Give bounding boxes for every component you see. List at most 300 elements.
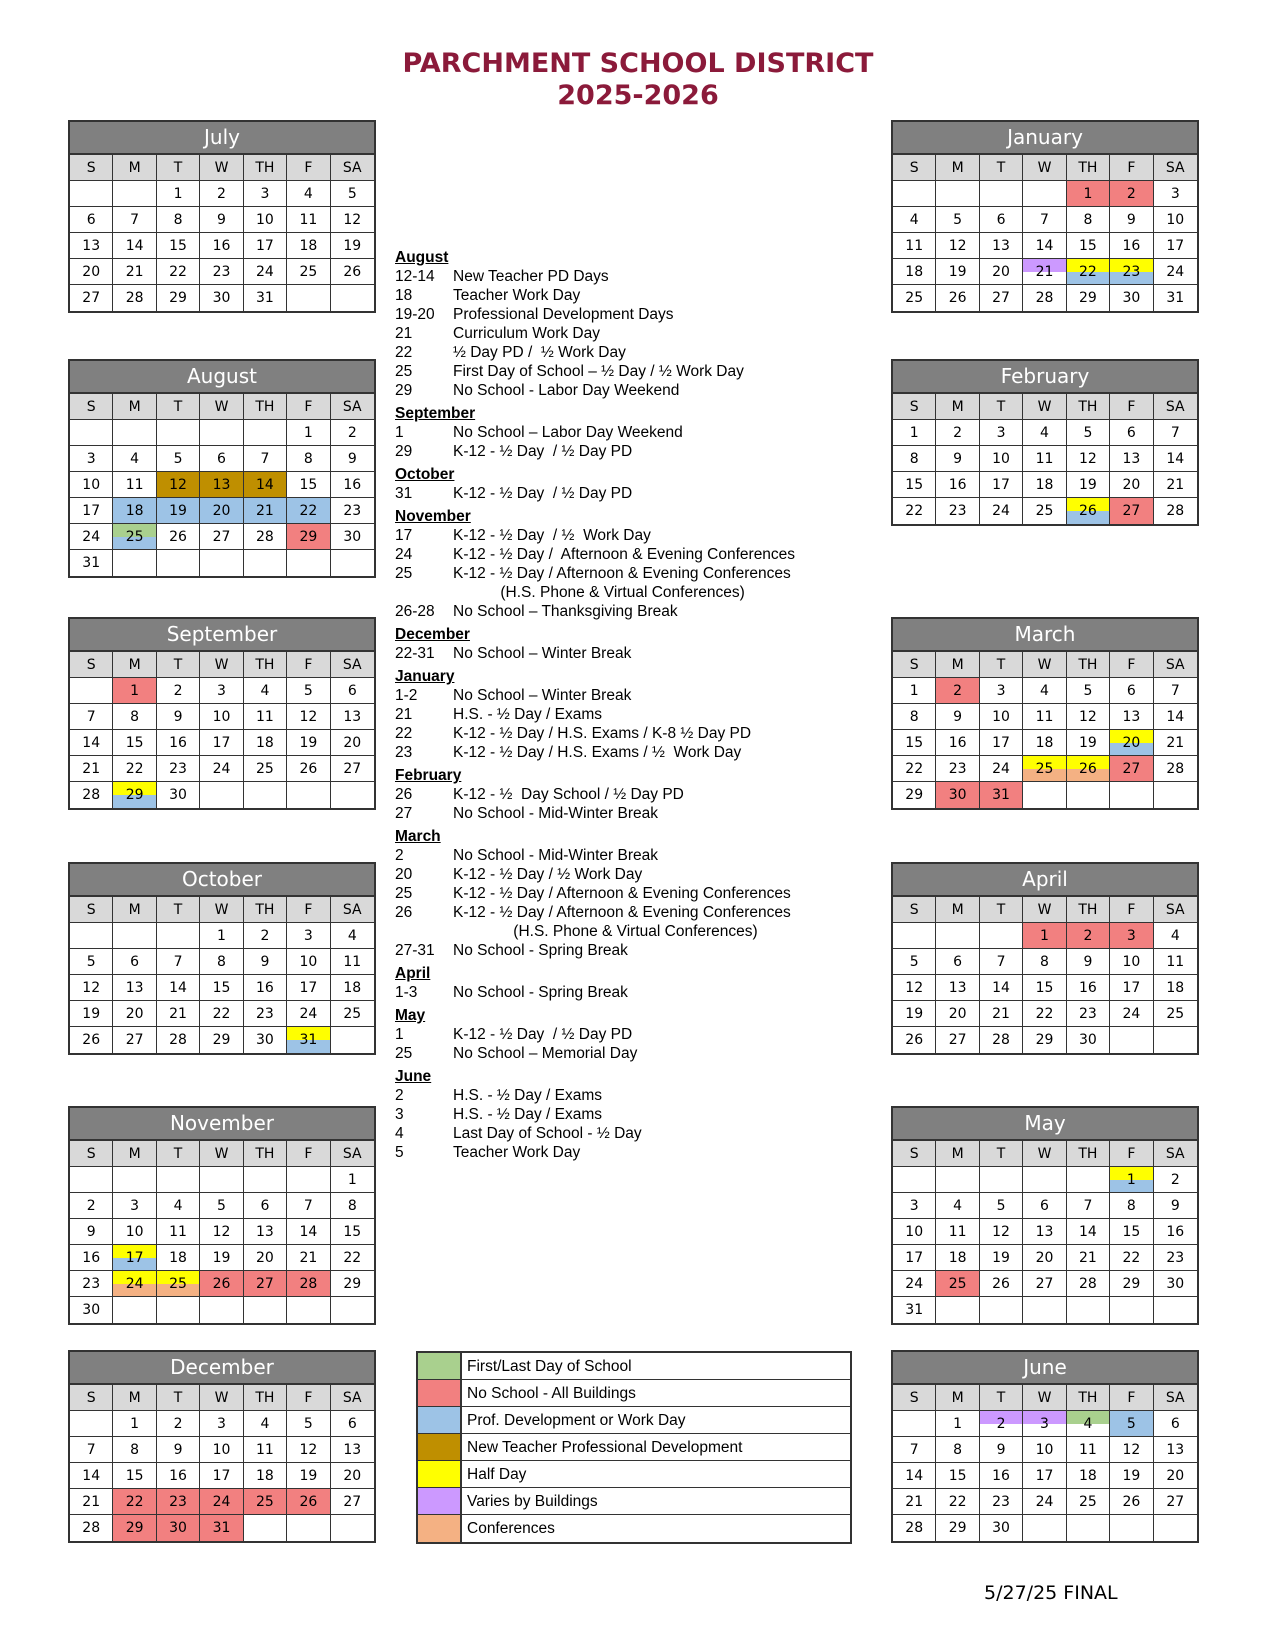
day-cell bbox=[936, 1219, 979, 1245]
day-number: 25 bbox=[1079, 1494, 1097, 1510]
event-date: 25 bbox=[395, 363, 413, 380]
day-cell bbox=[157, 285, 200, 311]
day-cell bbox=[200, 1437, 243, 1463]
event-row bbox=[395, 1143, 835, 1162]
empty-cell bbox=[1154, 1027, 1197, 1053]
event-date: 3 bbox=[395, 1106, 404, 1123]
weekday-header: W bbox=[1023, 1385, 1066, 1411]
day-cell bbox=[1023, 207, 1066, 233]
day-number: 13 bbox=[212, 477, 231, 493]
weekday-header: F bbox=[287, 155, 330, 181]
empty-cell bbox=[1023, 1515, 1066, 1541]
event-description: No School – Memorial Day bbox=[453, 1045, 638, 1062]
day-number: 22 bbox=[905, 761, 924, 777]
empty-cell bbox=[70, 923, 113, 949]
empty-cell bbox=[1067, 1515, 1110, 1541]
day-cell bbox=[1023, 1271, 1066, 1297]
day-cell bbox=[244, 472, 287, 498]
weekday-header: T bbox=[157, 1141, 200, 1167]
day-cell bbox=[331, 1245, 374, 1271]
day-cell bbox=[936, 1411, 979, 1437]
day-number: 1 bbox=[173, 186, 183, 202]
weekday-header: TH bbox=[1067, 1385, 1110, 1411]
day-cell bbox=[1023, 420, 1066, 446]
day-cell bbox=[113, 1001, 156, 1027]
empty-cell bbox=[980, 1167, 1023, 1193]
day-cell bbox=[287, 1463, 330, 1489]
weekday-header: S bbox=[893, 394, 936, 420]
event-date: 22 bbox=[395, 344, 413, 361]
day-number: 20 bbox=[948, 1006, 967, 1022]
day-number: 24 bbox=[905, 1276, 924, 1292]
day-cell bbox=[1154, 1001, 1197, 1027]
day-number: 18 bbox=[125, 503, 144, 519]
day-number: 24 bbox=[992, 503, 1010, 519]
day-cell bbox=[1110, 1167, 1153, 1193]
day-number: 13 bbox=[82, 238, 101, 254]
day-cell bbox=[70, 1027, 113, 1053]
day-number: 30 bbox=[1122, 290, 1141, 306]
day-cell bbox=[1110, 704, 1153, 730]
weekday-header: S bbox=[70, 1141, 113, 1167]
weekday-header: F bbox=[1110, 652, 1153, 678]
day-number: 17 bbox=[256, 238, 274, 254]
day-number: 6 bbox=[217, 451, 226, 467]
day-cell bbox=[1154, 730, 1197, 756]
day-cell bbox=[70, 1219, 113, 1245]
day-cell bbox=[287, 704, 330, 730]
day-number: 5 bbox=[86, 954, 96, 970]
day-number: 30 bbox=[992, 1520, 1010, 1536]
weekday-header: SA bbox=[1154, 897, 1197, 923]
month-title: October bbox=[70, 864, 374, 897]
day-cell bbox=[244, 1411, 287, 1437]
day-number: 15 bbox=[212, 980, 231, 996]
day-cell bbox=[200, 207, 243, 233]
empty-cell bbox=[1110, 782, 1153, 808]
empty-cell bbox=[1154, 1515, 1197, 1541]
day-cell bbox=[331, 949, 374, 975]
event-description: No School – Winter Break bbox=[453, 645, 632, 662]
day-cell bbox=[893, 1027, 936, 1053]
event-description: No School - Mid-Winter Break bbox=[453, 805, 659, 822]
event-row bbox=[395, 381, 835, 400]
event-description: No School – Thanksgiving Break bbox=[453, 603, 678, 620]
day-number: 13 bbox=[1122, 451, 1141, 467]
day-cell bbox=[1023, 472, 1066, 498]
day-cell bbox=[936, 949, 979, 975]
day-number: 3 bbox=[86, 451, 96, 467]
month-grid bbox=[70, 1141, 374, 1323]
legend-label: Prof. Development or Work Day bbox=[467, 1412, 686, 1429]
day-cell bbox=[113, 207, 156, 233]
day-number: 4 bbox=[130, 451, 140, 467]
day-cell bbox=[1067, 1245, 1110, 1271]
event-row bbox=[395, 884, 835, 903]
day-cell bbox=[1154, 1271, 1197, 1297]
day-number: 20 bbox=[1122, 477, 1141, 493]
empty-cell bbox=[157, 1297, 200, 1323]
day-cell bbox=[1023, 949, 1066, 975]
day-cell bbox=[893, 730, 936, 756]
empty-cell bbox=[287, 285, 330, 311]
day-cell bbox=[244, 1001, 287, 1027]
day-number: 25 bbox=[1035, 761, 1054, 777]
month-title: August bbox=[70, 361, 374, 394]
weekday-header: F bbox=[287, 1385, 330, 1411]
day-cell bbox=[1067, 1489, 1110, 1515]
day-cell bbox=[244, 1219, 287, 1245]
day-cell bbox=[936, 782, 979, 808]
day-number: 13 bbox=[125, 980, 144, 996]
day-number: 6 bbox=[953, 954, 963, 970]
empty-cell bbox=[1110, 1515, 1153, 1541]
day-number: 9 bbox=[173, 1442, 183, 1458]
day-number: 12 bbox=[299, 709, 318, 725]
day-number: 30 bbox=[169, 787, 187, 803]
day-number: 27 bbox=[948, 1032, 967, 1048]
event-description: K-12 - ½ Day / ½ Day PD bbox=[453, 485, 633, 502]
day-cell bbox=[157, 1219, 200, 1245]
day-number: 21 bbox=[1166, 477, 1185, 493]
event-date: 21 bbox=[395, 325, 413, 342]
day-cell bbox=[1154, 259, 1197, 285]
day-number: 8 bbox=[1126, 1198, 1136, 1214]
day-cell bbox=[1110, 472, 1153, 498]
event-row bbox=[395, 267, 835, 286]
day-cell bbox=[244, 498, 287, 524]
day-number: 12 bbox=[905, 980, 924, 996]
day-cell bbox=[200, 1193, 243, 1219]
event-date: 17 bbox=[395, 527, 413, 544]
weekday-header: SA bbox=[1154, 652, 1197, 678]
legend-swatch bbox=[418, 1380, 462, 1406]
day-cell bbox=[157, 1271, 200, 1297]
day-cell bbox=[980, 1027, 1023, 1053]
event-row bbox=[395, 903, 835, 922]
event-row bbox=[395, 602, 835, 621]
day-cell bbox=[1067, 704, 1110, 730]
weekday-header: W bbox=[200, 652, 243, 678]
day-number: 4 bbox=[953, 1198, 963, 1214]
day-cell bbox=[1023, 975, 1066, 1001]
day-number: 5 bbox=[953, 212, 963, 228]
day-cell bbox=[936, 1027, 979, 1053]
day-number: 15 bbox=[905, 735, 924, 751]
day-cell bbox=[244, 678, 287, 704]
weekday-header: W bbox=[1023, 897, 1066, 923]
day-cell bbox=[980, 1219, 1023, 1245]
day-cell bbox=[287, 923, 330, 949]
weekday-header: TH bbox=[244, 652, 287, 678]
day-number: 28 bbox=[169, 1032, 187, 1048]
weekday-header: T bbox=[980, 1141, 1023, 1167]
weekday-header: TH bbox=[244, 155, 287, 181]
day-cell bbox=[113, 1245, 156, 1271]
day-cell bbox=[1154, 446, 1197, 472]
day-cell bbox=[1023, 1027, 1066, 1053]
day-cell bbox=[980, 446, 1023, 472]
day-cell bbox=[936, 259, 979, 285]
event-date: 27-31 bbox=[395, 942, 435, 959]
day-cell bbox=[893, 1245, 936, 1271]
day-cell bbox=[113, 498, 156, 524]
day-number: 11 bbox=[343, 954, 362, 970]
day-cell bbox=[1110, 446, 1153, 472]
day-number: 29 bbox=[1079, 290, 1097, 306]
calendar-december bbox=[68, 1350, 376, 1543]
day-number: 9 bbox=[260, 954, 270, 970]
day-number: 10 bbox=[1035, 1442, 1054, 1458]
day-number: 10 bbox=[256, 212, 274, 228]
day-number: 29 bbox=[948, 1520, 967, 1536]
event-month-heading: December bbox=[395, 626, 470, 643]
event-description: (H.S. Phone & Virtual Conferences) bbox=[453, 584, 745, 601]
day-number: 19 bbox=[343, 238, 362, 254]
day-cell bbox=[244, 975, 287, 1001]
day-number: 7 bbox=[996, 954, 1006, 970]
day-number: 29 bbox=[299, 529, 318, 545]
day-number: 26 bbox=[212, 1276, 231, 1292]
day-cell bbox=[157, 975, 200, 1001]
day-number: 14 bbox=[82, 735, 101, 751]
weekday-header: W bbox=[200, 1141, 243, 1167]
day-number: 8 bbox=[909, 709, 919, 725]
day-number: 23 bbox=[82, 1276, 101, 1292]
day-number: 2 bbox=[1083, 928, 1093, 944]
day-cell bbox=[157, 756, 200, 782]
day-number: 23 bbox=[992, 1494, 1010, 1510]
day-cell bbox=[1067, 1271, 1110, 1297]
day-cell bbox=[200, 949, 243, 975]
empty-cell bbox=[244, 550, 287, 576]
weekday-header: TH bbox=[1067, 652, 1110, 678]
event-date: 1 bbox=[395, 1026, 404, 1043]
empty-cell bbox=[113, 1167, 156, 1193]
day-number: 4 bbox=[260, 683, 270, 699]
day-number: 18 bbox=[1166, 980, 1185, 996]
day-cell bbox=[287, 472, 330, 498]
empty-cell bbox=[157, 420, 200, 446]
day-number: 28 bbox=[1166, 503, 1185, 519]
day-number: 4 bbox=[347, 928, 357, 944]
day-cell bbox=[113, 975, 156, 1001]
empty-cell bbox=[287, 1515, 330, 1541]
day-cell bbox=[980, 1411, 1023, 1437]
day-cell bbox=[1110, 1245, 1153, 1271]
day-cell bbox=[1110, 1489, 1153, 1515]
event-date: 1-3 bbox=[395, 984, 418, 1001]
weekday-header: W bbox=[1023, 1141, 1066, 1167]
day-number: 7 bbox=[86, 709, 96, 725]
day-cell bbox=[70, 259, 113, 285]
day-cell bbox=[1023, 1437, 1066, 1463]
day-number: 6 bbox=[996, 212, 1006, 228]
month-title: April bbox=[893, 864, 1197, 897]
day-number: 7 bbox=[260, 451, 270, 467]
day-cell bbox=[1154, 1463, 1197, 1489]
day-cell bbox=[893, 207, 936, 233]
weekday-header: T bbox=[157, 897, 200, 923]
month-title: July bbox=[70, 122, 374, 155]
event-date: 26 bbox=[395, 786, 413, 803]
day-number: 20 bbox=[343, 735, 362, 751]
day-cell bbox=[980, 1001, 1023, 1027]
day-number: 25 bbox=[1035, 503, 1054, 519]
day-cell bbox=[244, 1489, 287, 1515]
weekday-header: M bbox=[113, 1385, 156, 1411]
day-number: 28 bbox=[992, 1032, 1010, 1048]
event-row bbox=[395, 442, 835, 461]
day-number: 8 bbox=[1083, 212, 1093, 228]
day-number: 18 bbox=[1035, 477, 1054, 493]
weekday-header: SA bbox=[331, 155, 374, 181]
weekday-header: SA bbox=[331, 1141, 374, 1167]
weekday-header: S bbox=[893, 897, 936, 923]
legend-row bbox=[418, 1488, 850, 1515]
event-month-heading: May bbox=[395, 1007, 426, 1024]
day-number: 12 bbox=[1079, 451, 1097, 467]
day-number: 4 bbox=[303, 186, 313, 202]
event-row bbox=[395, 785, 835, 804]
day-number: 17 bbox=[299, 980, 318, 996]
day-number: 12 bbox=[299, 1442, 318, 1458]
day-cell bbox=[893, 472, 936, 498]
day-cell bbox=[157, 1027, 200, 1053]
weekday-header: TH bbox=[1067, 394, 1110, 420]
day-cell bbox=[70, 975, 113, 1001]
weekday-header: F bbox=[1110, 1141, 1153, 1167]
weekday-header: SA bbox=[1154, 394, 1197, 420]
day-cell bbox=[1154, 1167, 1197, 1193]
event-row bbox=[395, 526, 835, 545]
empty-cell bbox=[331, 1515, 374, 1541]
day-number: 1 bbox=[909, 425, 919, 441]
day-number: 22 bbox=[169, 264, 187, 280]
day-cell bbox=[244, 1027, 287, 1053]
day-number: 16 bbox=[343, 477, 362, 493]
empty-cell bbox=[244, 1167, 287, 1193]
day-cell bbox=[980, 233, 1023, 259]
weekday-header: S bbox=[70, 394, 113, 420]
day-number: 10 bbox=[1166, 212, 1185, 228]
day-number: 21 bbox=[82, 1494, 101, 1510]
day-number: 14 bbox=[992, 980, 1010, 996]
day-number: 26 bbox=[948, 290, 967, 306]
weekday-header: M bbox=[113, 394, 156, 420]
weekday-header: T bbox=[157, 394, 200, 420]
day-cell bbox=[893, 1271, 936, 1297]
day-cell bbox=[287, 420, 330, 446]
day-cell bbox=[200, 1515, 243, 1541]
day-cell bbox=[244, 446, 287, 472]
month-grid bbox=[70, 897, 374, 1053]
day-cell bbox=[70, 207, 113, 233]
day-number: 25 bbox=[1166, 1006, 1185, 1022]
day-number: 4 bbox=[909, 212, 919, 228]
day-cell bbox=[936, 1489, 979, 1515]
day-number: 11 bbox=[299, 212, 318, 228]
school-year: 2025-2026 bbox=[557, 80, 719, 111]
day-cell bbox=[1067, 1027, 1110, 1053]
day-number: 27 bbox=[343, 761, 362, 777]
calendar-august bbox=[68, 359, 376, 578]
day-number: 21 bbox=[1166, 735, 1185, 751]
day-cell bbox=[980, 1437, 1023, 1463]
day-number: 24 bbox=[256, 264, 274, 280]
empty-cell bbox=[1023, 1297, 1066, 1323]
day-cell bbox=[70, 1193, 113, 1219]
day-number: 14 bbox=[1166, 709, 1185, 725]
day-cell bbox=[287, 1219, 330, 1245]
day-cell bbox=[1110, 233, 1153, 259]
event-month-heading: April bbox=[395, 965, 431, 982]
event-row bbox=[395, 1025, 835, 1044]
event-description: H.S. - ½ Day / Exams bbox=[453, 1106, 603, 1123]
day-cell bbox=[893, 678, 936, 704]
day-number: 19 bbox=[299, 1468, 318, 1484]
day-number: 8 bbox=[130, 1442, 140, 1458]
day-cell bbox=[1154, 1193, 1197, 1219]
day-cell bbox=[1067, 420, 1110, 446]
day-cell bbox=[936, 975, 979, 1001]
day-number: 21 bbox=[905, 1494, 924, 1510]
day-cell bbox=[113, 1219, 156, 1245]
day-cell bbox=[70, 756, 113, 782]
day-cell bbox=[70, 1437, 113, 1463]
event-description: K-12 - ½ Day / Afternoon & Evening Conferences bbox=[453, 546, 796, 563]
weekday-header: S bbox=[70, 897, 113, 923]
event-description: No School - Labor Day Weekend bbox=[453, 382, 680, 399]
day-cell bbox=[157, 472, 200, 498]
empty-cell bbox=[936, 923, 979, 949]
day-number: 27 bbox=[992, 290, 1010, 306]
event-month-heading: March bbox=[395, 828, 441, 845]
event-description: K-12 - ½ Day / Afternoon & Evening Conferences bbox=[453, 565, 791, 582]
day-number: 3 bbox=[130, 1198, 140, 1214]
day-cell bbox=[936, 420, 979, 446]
day-number: 21 bbox=[992, 1006, 1010, 1022]
weekday-header: SA bbox=[331, 652, 374, 678]
day-cell bbox=[980, 498, 1023, 524]
day-number: 30 bbox=[1079, 1032, 1097, 1048]
day-cell bbox=[244, 1437, 287, 1463]
day-number: 6 bbox=[1170, 1416, 1180, 1432]
event-row bbox=[395, 983, 835, 1002]
day-number: 2 bbox=[347, 425, 357, 441]
day-cell bbox=[331, 472, 374, 498]
weekday-header: T bbox=[980, 394, 1023, 420]
legend-swatch bbox=[418, 1407, 462, 1433]
day-number: 30 bbox=[212, 290, 231, 306]
legend-label: No School - All Buildings bbox=[467, 1385, 636, 1402]
day-number: 4 bbox=[1040, 425, 1049, 441]
day-number: 5 bbox=[303, 683, 313, 699]
month-title: September bbox=[70, 619, 374, 652]
day-number: 21 bbox=[256, 503, 274, 519]
day-number: 25 bbox=[905, 290, 924, 306]
day-cell bbox=[113, 524, 156, 550]
day-number: 15 bbox=[948, 1468, 967, 1484]
day-number: 31 bbox=[905, 1302, 924, 1318]
day-number: 11 bbox=[1035, 709, 1054, 725]
calendar-october bbox=[68, 862, 376, 1055]
day-cell bbox=[1154, 1489, 1197, 1515]
day-number: 21 bbox=[169, 1006, 187, 1022]
month-title: November bbox=[70, 1108, 374, 1141]
day-cell bbox=[936, 678, 979, 704]
day-number: 16 bbox=[212, 238, 231, 254]
